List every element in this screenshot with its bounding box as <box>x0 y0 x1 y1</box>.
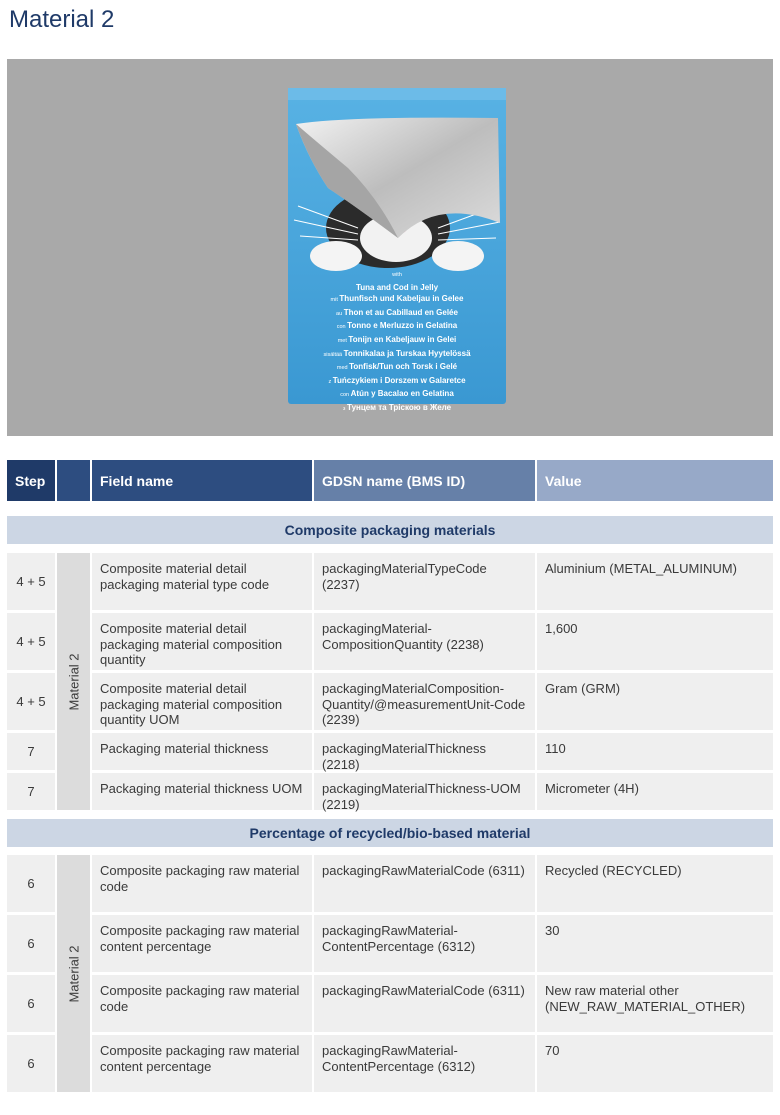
pouch-text-content: Tonno e Merluzzo in Gelatina <box>347 321 458 331</box>
material-group-cell <box>57 553 90 810</box>
table-cell-value: New raw material other (NEW_RAW_MATERIAL_OTHER) <box>537 975 773 1032</box>
pouch-text-prefix: z <box>328 378 333 385</box>
table-cell-gdsn: packagingRawMaterialCode (6311) <box>314 975 535 1032</box>
pouch-text-content: Tonfisk/Tun och Torsk i Gelé <box>349 362 458 372</box>
table-cell-gdsn: packagingMaterialThickness (2218) <box>314 733 535 770</box>
table-cell-gdsn: packagingMaterialThickness-UOM (2219) <box>314 773 535 810</box>
pouch-text-content: Tonijn en Kabeljauw in Gelei <box>348 334 457 344</box>
pouch-text-line <box>288 375 506 389</box>
pouch-text-prefix: con <box>336 324 348 331</box>
table-cell-step: 4 + 5 <box>7 553 55 610</box>
pouch-text-prefix: mit <box>330 297 340 304</box>
table-cell-field: Composite material detail packaging material composition quantity <box>92 613 312 670</box>
table-cell-gdsn: packagingRawMaterial-ContentPercentage (6312) <box>314 1035 535 1092</box>
header-value: Value <box>537 460 773 501</box>
table-cell-value: Gram (GRM) <box>537 673 773 730</box>
pouch-text-prefix: con <box>340 392 351 399</box>
section-title: Percentage of recycled/bio-based material <box>7 819 773 847</box>
table-cell-step: 6 <box>7 1035 55 1092</box>
pouch-text-content: Thunfisch und Kabeljau in Gelee <box>339 294 464 304</box>
table-cell-value: 110 <box>537 733 773 770</box>
table-cell-field: Composite material detail packaging material type code <box>92 553 312 610</box>
table-cell-value: 1,600 <box>537 613 773 670</box>
pouch-text-content: Тунцем та Тріскою в Желе <box>346 402 452 412</box>
table-cell-field: Packaging material thickness UOM <box>92 773 312 810</box>
table-cell-gdsn: packagingRawMaterialCode (6311) <box>314 855 535 912</box>
pouch-text-content: Atún y Bacalao en Gelatina <box>350 389 454 399</box>
table-cell-gdsn: packagingMaterialComposition-Quantity/@measurementUnit-Code (2239) <box>314 673 535 730</box>
table-cell-field: Composite packaging raw material code <box>92 975 312 1032</box>
table-cell-step: 4 + 5 <box>7 673 55 730</box>
pouch-product-text <box>288 268 506 416</box>
table-cell-value: Aluminium (METAL_ALUMINUM) <box>537 553 773 610</box>
pouch-text-prefix: met <box>337 337 349 344</box>
page-title: Material 2 <box>9 6 115 33</box>
pouch-text-content: with <box>392 272 402 278</box>
table-cell-step: 7 <box>7 733 55 770</box>
table-cell-step: 7 <box>7 773 55 810</box>
pouch-text-line <box>288 320 506 334</box>
section-title: Composite packaging materials <box>7 516 773 544</box>
table-cell-step: 6 <box>7 975 55 1032</box>
table-cell-field: Composite packaging raw material content percentage <box>92 1035 312 1092</box>
pouch-text-content: Tuńczykiem i Dorszem w Galaretce <box>332 375 466 385</box>
table-cell-gdsn: packagingMaterialTypeCode (2237) <box>314 553 535 610</box>
pouch-text-line <box>288 282 506 294</box>
pouch-text-prefix: med <box>336 365 350 372</box>
pouch-text-prefix: з <box>342 405 347 412</box>
table-cell-field: Composite material detail packaging material composition quantity UOM <box>92 673 312 730</box>
product-pouch-image <box>288 88 506 412</box>
pouch-text-line <box>288 293 506 307</box>
pouch-text-line <box>288 307 506 321</box>
table-cell-value: 70 <box>537 1035 773 1092</box>
pouch-text-line <box>288 388 506 402</box>
table-cell-gdsn: packagingRawMaterial-ContentPercentage (6312) <box>314 915 535 972</box>
header-step: Step <box>7 460 55 501</box>
pouch-text-prefix: sisältää <box>323 351 344 358</box>
table-cell-value: 30 <box>537 915 773 972</box>
pouch-text-line <box>288 268 506 282</box>
table-cell-value: Micrometer (4H) <box>537 773 773 810</box>
pouch-text-prefix: au <box>336 310 344 317</box>
table-cell-step: 6 <box>7 855 55 912</box>
pouch-text-content: Thon et au Cabillaud en Gelée <box>343 307 458 317</box>
pouch-text-line <box>288 402 506 416</box>
table-cell-gdsn: packagingMaterial-CompositionQuantity (2238) <box>314 613 535 670</box>
pouch-text-line <box>288 334 506 348</box>
header-material <box>57 460 90 501</box>
table-cell-field: Composite packaging raw material content percentage <box>92 915 312 972</box>
material-group-label: Material 2 <box>66 652 81 711</box>
header-gdsn-name: GDSN name (BMS ID) <box>314 460 535 501</box>
table-cell-field: Packaging material thickness <box>92 733 312 770</box>
pouch-text-line <box>288 361 506 375</box>
material-group-label: Material 2 <box>66 944 81 1003</box>
table-cell-step: 4 + 5 <box>7 613 55 670</box>
header-field-name: Field name <box>92 460 312 501</box>
table-cell-step: 6 <box>7 915 55 972</box>
material-group-cell <box>57 855 90 1092</box>
pouch-text-line <box>288 348 506 362</box>
pouch-text-content: Tuna and Cod in Jelly <box>355 282 439 292</box>
product-image-panel <box>7 59 773 436</box>
table-cell-value: Recycled (RECYCLED) <box>537 855 773 912</box>
table-cell-field: Composite packaging raw material code <box>92 855 312 912</box>
pouch-text-content: Tonnikalaa ja Turskaa Hyytelössä <box>343 348 471 358</box>
